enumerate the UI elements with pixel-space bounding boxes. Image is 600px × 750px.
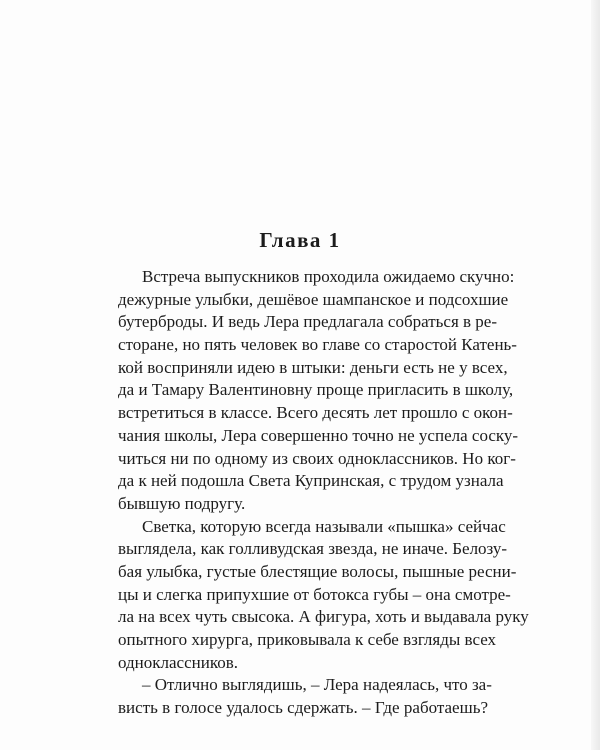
chapter-title: Глава 1	[259, 228, 341, 252]
text-line: чания школы, Лера совершенно точно не успела соску-	[118, 425, 519, 445]
text-line: Встреча выпускников проходила ожидаемо скучно:	[142, 267, 515, 286]
text-line: выглядела, как голливудская звезда, не иначе. Белозу-	[118, 539, 508, 559]
text-line: – Отлично выглядишь, – Лера надеялась, что за-	[142, 675, 492, 695]
paragraph-2	[118, 516, 529, 675]
text-line: читься ни по одному из своих одноклассников. Но ког-	[118, 448, 516, 468]
text-line: Светка, которую всегда называли «пышка» сейчас	[142, 516, 506, 536]
text-line: бая улыбка, густые блестящие волосы, пышные ресни-	[118, 561, 517, 581]
text-line: ла на всех чуть свысока. А фигура, хоть и выдавала руку	[118, 607, 529, 627]
text-line: кой восприняли идею в штыки: деньги есть не у всех,	[118, 357, 508, 377]
text-line: дежурные улыбки, дешёвое шампанское и подсохшие	[118, 289, 509, 309]
text-line: цы и слегка припухшие от ботокса губы – она смотре-	[118, 584, 511, 604]
paragraph-3	[118, 674, 492, 719]
chapter-body	[118, 266, 529, 720]
text-line: опытного хирурга, приковывала к себе взгляды всех	[118, 630, 497, 649]
text-line: да и Тамару Валентиновну проще пригласить в школу,	[118, 380, 514, 400]
text-line: сторане, но пять человек во главе со старостой Катень-	[118, 335, 517, 355]
text-line: бутерброды. И ведь Лера предлагала собраться в ре-	[118, 312, 498, 332]
text-line: да к ней подошла Света Купринская, с трудом узнала	[118, 471, 504, 491]
text-line: висть в голосе удалось сдержать. – Где работаешь?	[118, 698, 488, 718]
paragraph-1	[118, 266, 519, 516]
page-edge-shadow	[591, 0, 600, 750]
text-line: бывшую подругу.	[118, 493, 246, 513]
text-line: одноклассников.	[118, 652, 239, 672]
text-line: встретиться в классе. Всего десять лет прошло с окон-	[118, 403, 513, 423]
